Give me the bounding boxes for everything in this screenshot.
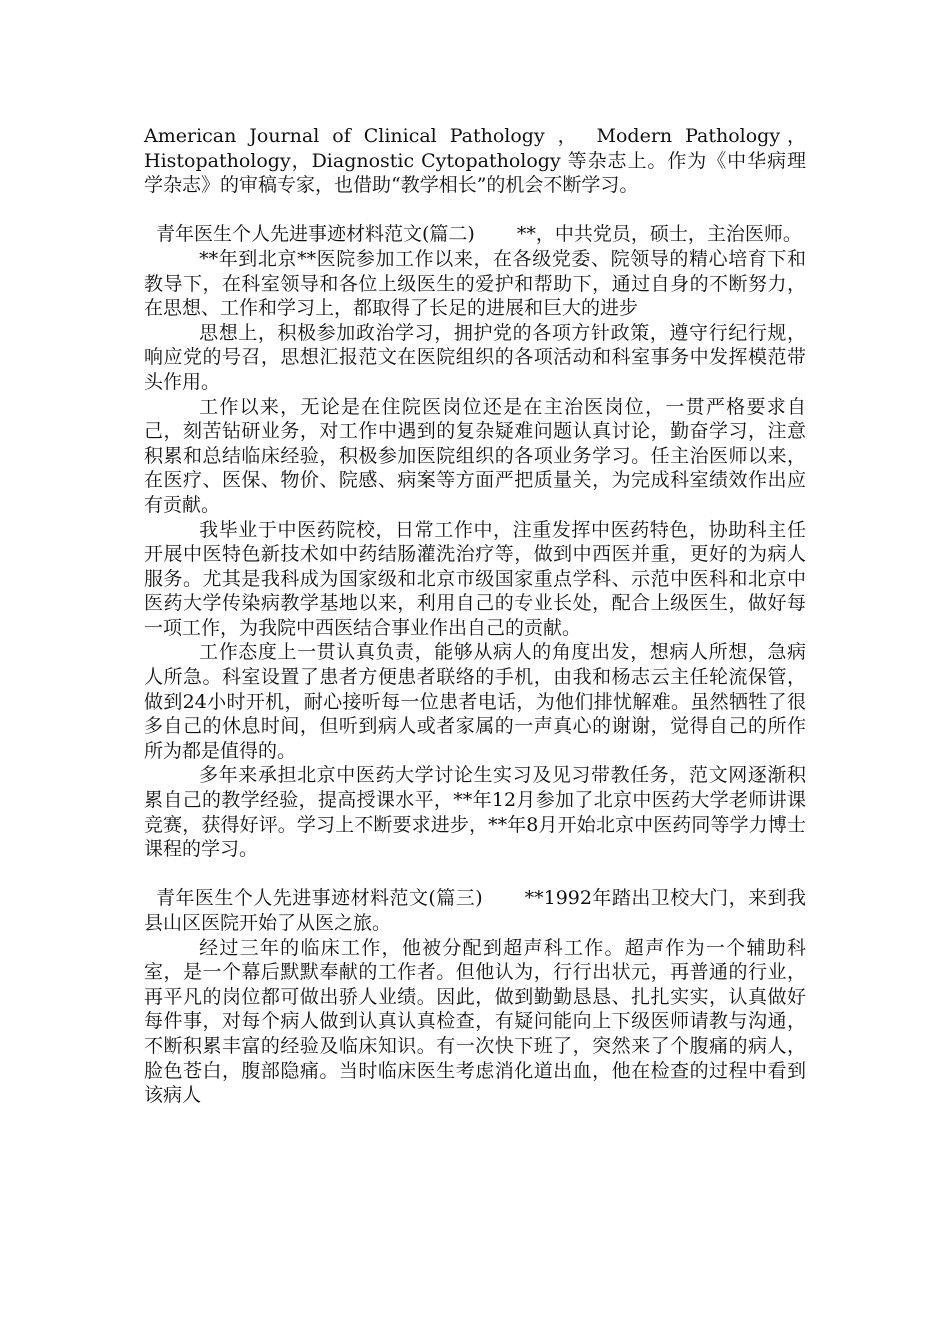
section2-heading-paragraph: [144, 222, 806, 247]
section2-paragraph: **年到北京**医院参加工作以来，在各级党委、院领导的精心培育下和教导下，在科室领导和各位上级医生的爱护和帮助下，通过自身的不断努力，在思想、工作和学习上，都取得了长足的进展和巨大的进步: [144, 247, 806, 320]
section3-heading-paragraph: [144, 886, 806, 935]
section2-paragraph: 我毕业于中医药院校，日常工作中，注重发挥中医药特色，协助科主任开展中医特色新技术如中药结肠灌洗治疗等，做到中西医并重，更好的为病人服务。尤其是我科成为国家级和北京市级国家重点学科、示范中医科和北京中医药大学传染病教学基地以来，利用自己的专业长处，配合上级医生，做好每一项工作，为我院中西医结合事业作出自己的贡献。: [144, 518, 806, 639]
section2-title: 青年医生个人先进事迹材料范文(篇二): [156, 223, 475, 246]
section2-paragraph: 思想上，积极参加政治学习，拥护党的各项方针政策，遵守行纪行规，响应党的号召，思想汇报范文在医院组织的各项活动和科室事务中发挥模范带头作用。: [144, 321, 806, 393]
section3-lead: **1992年踏出卫校大门，来到我县山区医院开始了从医之旅。: [144, 887, 806, 934]
section3-title: 青年医生个人先进事迹材料范文(篇三): [156, 887, 483, 910]
section2-paragraph: 多年来承担北京中医药大学讨论生实习及见习带教任务，范文网逐渐积累自己的教学经验，提高授课水平，**年12月参加了北京中医药大学老师讲课竞赛，获得好评。学习上不断要求进步，**年8月开始北京中医药同等学力博士课程的学习。: [144, 764, 806, 861]
document-page: [144, 124, 806, 1108]
section2-lead: **，中共党员，硕士，主治医师。: [516, 223, 802, 246]
section-gap: [144, 198, 806, 223]
intro-paragraph: American Journal of Clinical Pathology ， Modern Pathology，Histopathology，Diagnostic Cytopathology 等杂志上。作为《中华病理学杂志》的审稿专家，也借助“教学相长”的机会不断学习。: [144, 125, 806, 197]
section2-paragraph: 工作态度上一贯认真负责，能够从病人的角度出发，想病人所想，急病人所急。科室设置了患者方便患者联络的手机，由我和杨志云主任轮流保管，做到24小时开机，耐心接听每一位患者电话，为他们排忧解难。虽然牺牲了很多自己的休息时间，但听到病人或者家属的一声真心的谢谢，觉得自己的所作所为都是值得的。: [144, 641, 806, 762]
section2-paragraph: 工作以来，无论是在住院医岗位还是在主治医岗位，一贯严格要求自己，刻苦钻研业务，对工作中遇到的复杂疑难问题认真讨论，勤奋学习，注意积累和总结临床经验，积极参加医院组织的各项业务学习。任主治医师以来，在医疗、医保、物价、院感、病案等方面严把质量关，为完成科室绩效作出应有贡献。: [144, 395, 806, 516]
section3-paragraph: 经过三年的临床工作，他被分配到超声科工作。超声作为一个辅助科室，是一个幕后默默奉献的工作者。但他认为，行行出状元，再普通的行业，再平凡的岗位都可做出骄人业绩。因此，做到勤勤恳恳、扎扎实实，认真做好每件事，对每个病人做到认真认真检查，有疑问能向上下级医师请教与沟通，不断积累丰富的经验及临床知识。有一次快下班了，突然来了个腹痛的病人，脸色苍白，腹部隐痛。当时临床医生考虑消化道出血，他在检查的过程中看到该病人: [144, 936, 806, 1107]
section-gap: [144, 862, 806, 887]
